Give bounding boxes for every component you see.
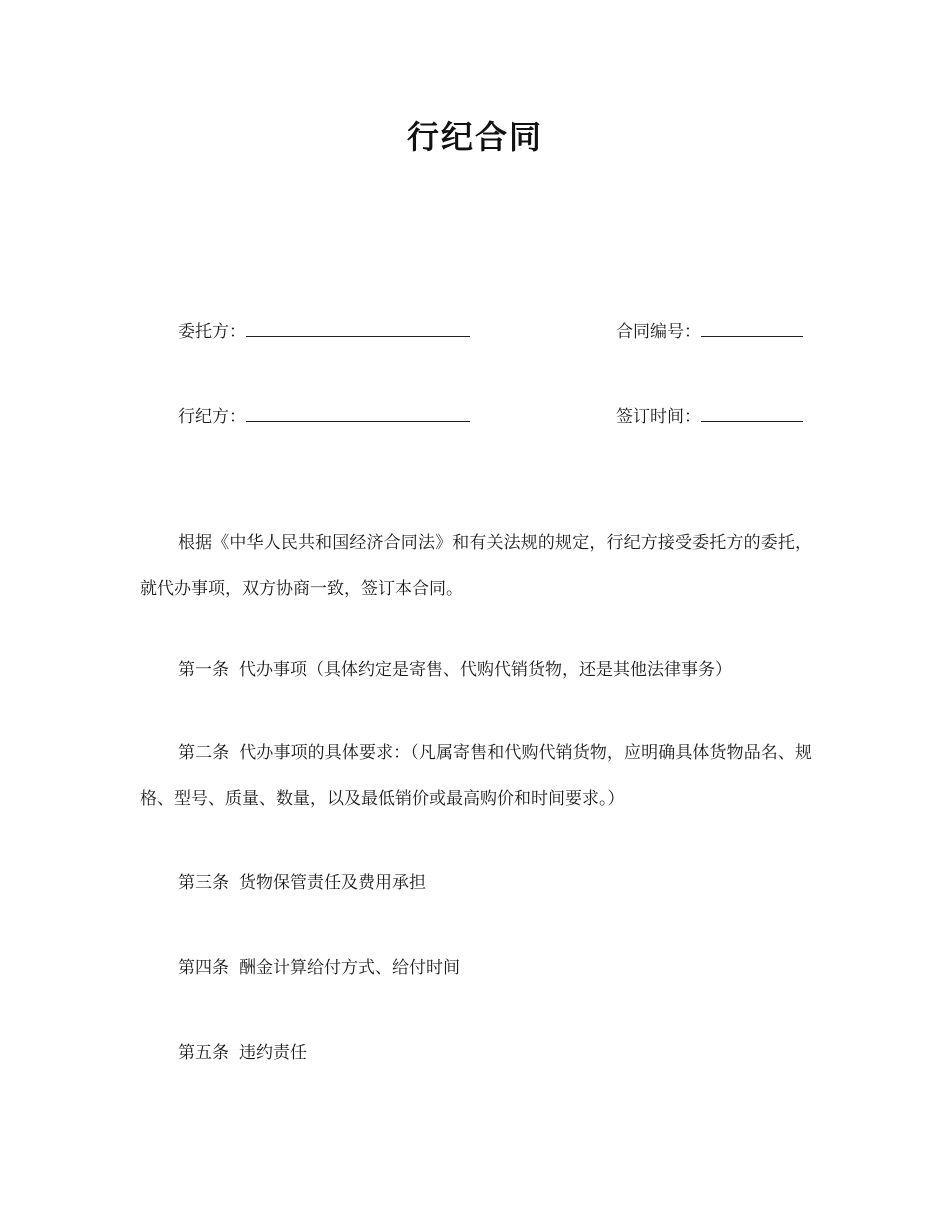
- article-1: [178, 658, 812, 682]
- sign-date-blank: [701, 403, 803, 422]
- consignor-field: [178, 318, 470, 344]
- broker-label: 行纪方：: [178, 407, 246, 427]
- article-3: [178, 871, 812, 895]
- contract-number-field: [616, 318, 803, 344]
- contract-number-blank: [701, 318, 803, 337]
- broker-blank: [246, 403, 470, 422]
- sign-date-label: 签订时间：: [616, 407, 701, 427]
- document-title: 行纪合同: [406, 118, 543, 156]
- article-2: [140, 730, 812, 822]
- article-text: 违约责任: [239, 1043, 307, 1063]
- article-text: 代办事项的具体要求：（凡属寄售和代购代销货物，应明确具体货物品名、规格、型号、质量、数量，以及最低销价或最高购价和时间要求。）: [140, 743, 813, 809]
- contract-number-label: 合同编号：: [616, 322, 701, 342]
- article-4: [178, 956, 812, 980]
- broker-field: [178, 403, 470, 429]
- article-number: 第三条: [178, 873, 229, 893]
- article-text: 货物保管责任及费用承担: [239, 873, 426, 893]
- article-number: 第二条: [178, 743, 230, 763]
- preamble-paragraph: 根据《中华人民共和国经济合同法》和有关法规的规定，行纪方接受委托方的委托，就代办事项，双方协商一致，签订本合同。: [140, 533, 812, 599]
- article-text: 代办事项（具体约定是寄售、代购代销货物，还是其他法律事务）: [239, 660, 732, 680]
- article-number: 第五条: [178, 1043, 229, 1063]
- consignor-label: 委托方：: [178, 322, 246, 342]
- article-number: 第四条: [178, 958, 229, 978]
- consignor-blank: [246, 318, 470, 337]
- article-number: 第一条: [178, 660, 229, 680]
- article-text: 酬金计算给付方式、给付时间: [239, 958, 460, 978]
- sign-date-field: [616, 403, 803, 429]
- article-5: [178, 1041, 812, 1065]
